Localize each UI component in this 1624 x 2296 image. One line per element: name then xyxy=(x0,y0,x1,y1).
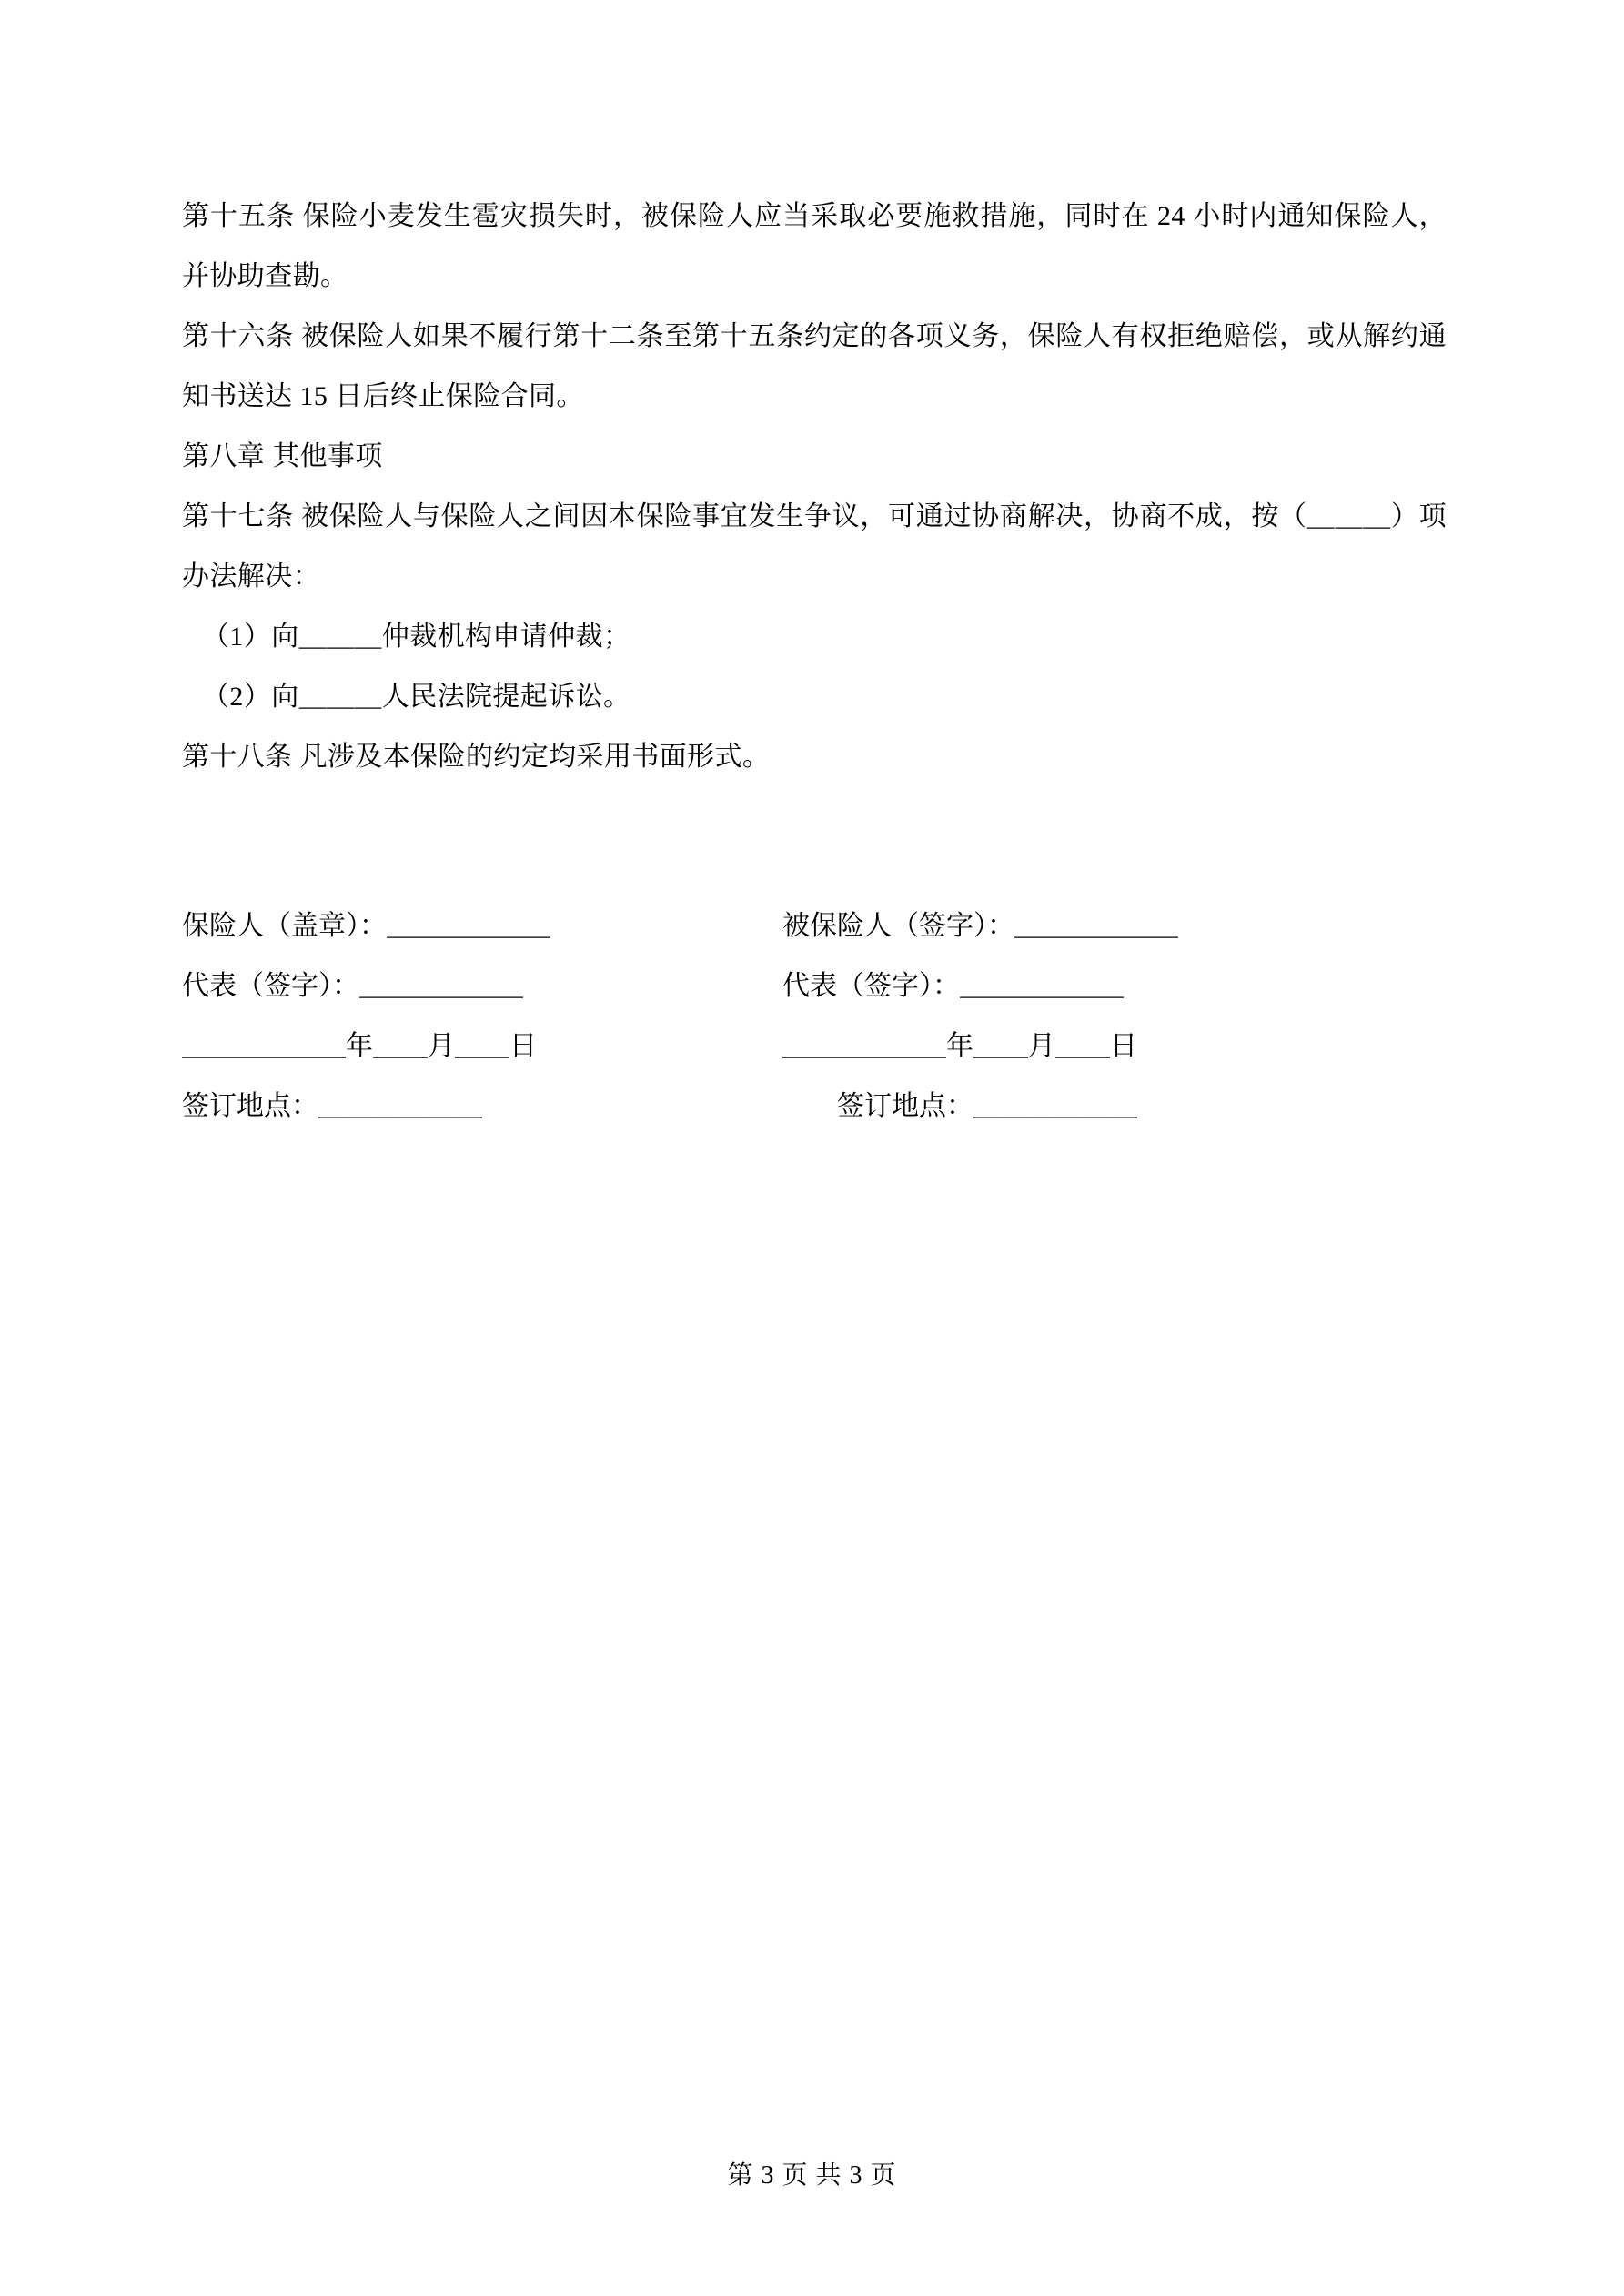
signature-row xyxy=(182,1077,1447,1137)
insurer-location-line: 签订地点：＿＿＿＿＿＿ xyxy=(182,1091,482,1121)
signature-row xyxy=(182,956,1447,1017)
insured-location-line: 签订地点：＿＿＿＿＿＿ xyxy=(837,1091,1137,1121)
insured-signature-line: 被保险人（签字）：＿＿＿＿＿＿ xyxy=(782,911,1178,941)
signature-row xyxy=(182,896,1447,956)
paragraph-article-17: 第十七条 被保险人与保险人之间因本保险事宜发生争议，可通过协商解决，协商不成，按（＿＿＿）项办法解决： xyxy=(182,501,1447,592)
insured-representative-line: 代表（签字）：＿＿＿＿＿＿ xyxy=(782,971,1124,1001)
paragraph-option-1: （1）向＿＿＿仲裁机构申请仲裁； xyxy=(202,622,631,652)
paragraph-article-18: 第十八条 凡涉及本保险的约定均采用书面形式。 xyxy=(182,742,771,772)
insurer-date-line: ＿＿＿＿＿＿年＿＿月＿＿日 xyxy=(182,1031,537,1061)
heading-chapter-8: 第八章 其他事项 xyxy=(182,441,383,471)
insurer-representative-line: 代表（签字）：＿＿＿＿＿＿ xyxy=(182,971,523,1001)
page-footer: 第 3 页 共 3 页 xyxy=(727,2161,897,2190)
document-body xyxy=(182,187,1447,787)
paragraph-article-16: 第十六条 被保险人如果不履行第十二条至第十五条约定的各项义务，保险人有权拒绝赔偿，或从解约通知书送达 15 日后终止保险合同。 xyxy=(182,321,1447,411)
signature-block xyxy=(182,896,1447,1137)
insured-date-line: ＿＿＿＿＿＿年＿＿月＿＿日 xyxy=(782,1031,1137,1061)
paragraph-option-2: （2）向＿＿＿人民法院提起诉讼。 xyxy=(202,682,631,712)
paragraph-article-15: 第十五条 保险小麦发生雹灾损失时，被保险人应当采取必要施救措施，同时在 24 小时内通知保险人，并协助查勘。 xyxy=(182,201,1447,291)
signature-row xyxy=(182,1017,1447,1077)
insurer-seal-line: 保险人（盖章）：＿＿＿＿＿＿ xyxy=(182,911,550,941)
